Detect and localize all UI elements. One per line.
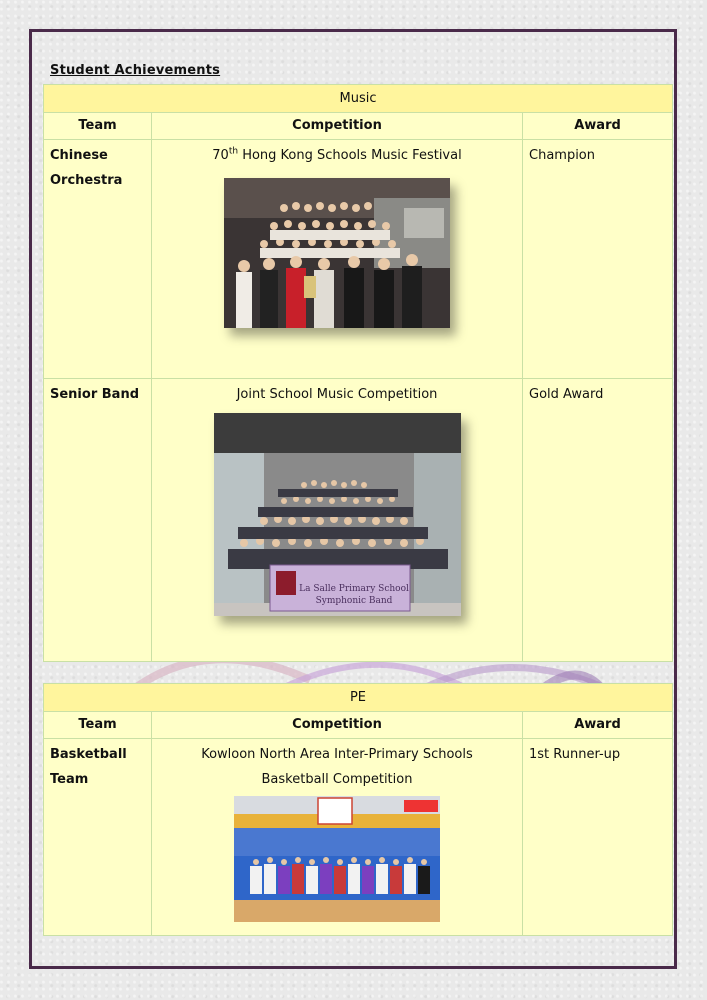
- team-name-line1: Chinese: [50, 148, 108, 163]
- header-competition: Competition: [152, 113, 523, 140]
- competition-name: 70th Hong Kong Schools Music Festival: [212, 146, 462, 163]
- banner-text-line1: La Salle Primary School: [298, 584, 409, 594]
- team-cell: [44, 379, 152, 662]
- competition-cell: [152, 739, 523, 936]
- award-cell: 1st Runner-up: [523, 739, 673, 936]
- header-award: Award: [523, 712, 673, 739]
- orchestra-photo: [224, 178, 450, 328]
- pe-table: [43, 683, 673, 936]
- header-award: Award: [523, 113, 673, 140]
- table-row: [44, 140, 673, 379]
- competition-line1: Kowloon North Area Inter-Primary Schools: [201, 747, 473, 762]
- team-cell: [44, 739, 152, 936]
- competition-name: Joint School Music Competition: [236, 387, 438, 402]
- music-table: [43, 84, 673, 662]
- competition-line2: Basketball Competition: [261, 772, 413, 787]
- competition-cell: [152, 140, 523, 379]
- category-music: Music: [44, 85, 673, 113]
- team-name-line2: Orchestra: [50, 173, 123, 188]
- award-cell: Champion: [523, 140, 673, 379]
- team-name-line1: Basketball: [50, 747, 127, 762]
- category-pe: PE: [44, 684, 673, 712]
- basketball-photo: [234, 796, 440, 922]
- table-row: [44, 739, 673, 936]
- header-team: Team: [44, 712, 152, 739]
- band-photo: [214, 413, 461, 616]
- team-name-line1: Senior Band: [50, 387, 140, 402]
- team-cell: [44, 140, 152, 379]
- competition-cell: [152, 379, 523, 662]
- page-heading: Student Achievements: [50, 63, 221, 78]
- header-competition: Competition: [152, 712, 523, 739]
- award-cell: Gold Award: [523, 379, 673, 662]
- team-name-line2: Team: [50, 772, 89, 787]
- banner-text-line2: Symphonic Band: [315, 596, 392, 606]
- header-team: Team: [44, 113, 152, 140]
- table-row: [44, 379, 673, 662]
